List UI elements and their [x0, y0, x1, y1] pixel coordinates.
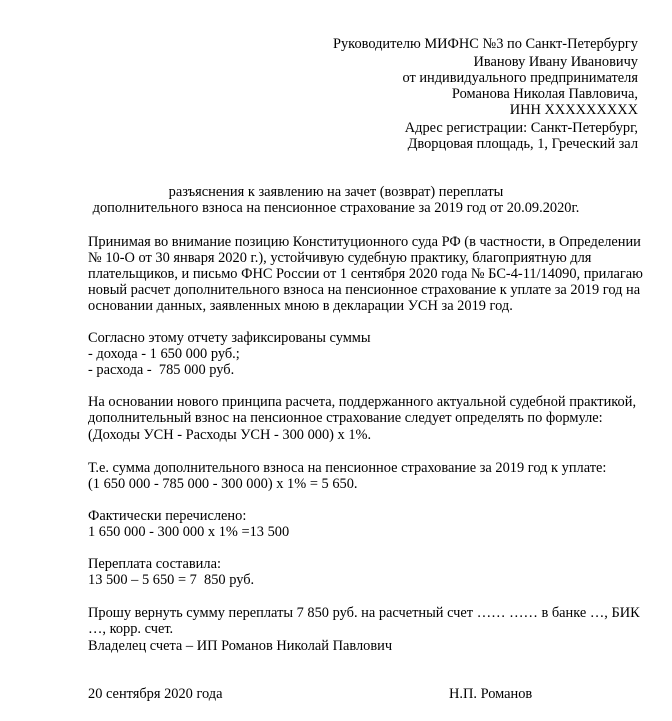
text-line: Владелец счета – ИП Романов Николай Павлович: [88, 638, 393, 654]
text-line: 13 500 – 5 650 = 7 850 руб.: [88, 572, 255, 588]
signature-name: Н.П. Романов: [449, 686, 533, 702]
addressee-line: Адрес регистрации: Санкт-Петербург,: [404, 120, 638, 136]
text-line: Переплата составила:: [88, 556, 221, 572]
addressee-line: от индивидуального предпринимателя: [402, 70, 638, 86]
addressee-line: Иванову Ивану Ивановичу: [473, 54, 638, 70]
text-line: № 10-О от 30 января 2020 г.), устойчивую судебную практику, благоприятную для: [88, 250, 592, 266]
addressee-line: Дворцовая площадь, 1, Греческий зал: [407, 136, 638, 152]
text-line: …, корр. счет.: [88, 621, 174, 637]
text-line: На основании нового принципа расчета, поддержанного актуальной судебной практикой,: [88, 394, 637, 410]
text-line: (Доходы УСН - Расходы УСН - 300 000) х 1%.: [88, 427, 372, 443]
title-line-1: разъяснения к заявлению на зачет (возврат) переплаты: [168, 184, 504, 200]
text-line: дополнительный взнос на пенсионное страхование следует определять по формуле:: [88, 410, 603, 426]
text-line: Т.е. сумма дополнительного взноса на пенсионное страхование за 2019 год к уплате:: [88, 460, 607, 476]
text-line: Согласно этому отчету зафиксированы суммы: [88, 330, 371, 346]
text-line: Принимая во внимание позицию Конституционного суда РФ (в частности, в Определении: [88, 234, 641, 250]
text-line: новый расчет дополнительного взноса на пенсионное страхование к уплате за 2019 год на: [88, 282, 641, 298]
text-line: - дохода - 1 650 000 руб.;: [88, 346, 240, 362]
text-line: Прошу вернуть сумму переплаты 7 850 руб. на расчетный счет …… …… в банке …, БИК: [88, 605, 640, 621]
addressee-line: Романова Николая Павловича,: [451, 86, 638, 102]
addressee-line: Руководителю МИФНС №3 по Санкт-Петербургу: [332, 36, 638, 52]
text-line: (1 650 000 - 785 000 - 300 000) х 1% = 5 650.: [88, 476, 358, 492]
document-date: 20 сентября 2020 года: [88, 686, 223, 702]
text-line: 1 650 000 - 300 000 х 1% =13 500: [88, 524, 290, 540]
text-line: - расхода - 785 000 руб.: [88, 362, 235, 378]
addressee-line: ИНН XXXXXXXXX: [509, 102, 638, 118]
text-line: основании данных, заявленных мною в декларации УСН за 2019 год.: [88, 298, 513, 314]
text-line: плательщиков, и письмо ФНС России от 1 сентября 2020 года № БС-4-11/14090, прилагаю: [88, 266, 643, 282]
text-line: Фактически перечислено:: [88, 508, 247, 524]
title-line-2: дополнительного взноса на пенсионное страхование за 2019 год от 20.09.2020г.: [92, 200, 580, 216]
